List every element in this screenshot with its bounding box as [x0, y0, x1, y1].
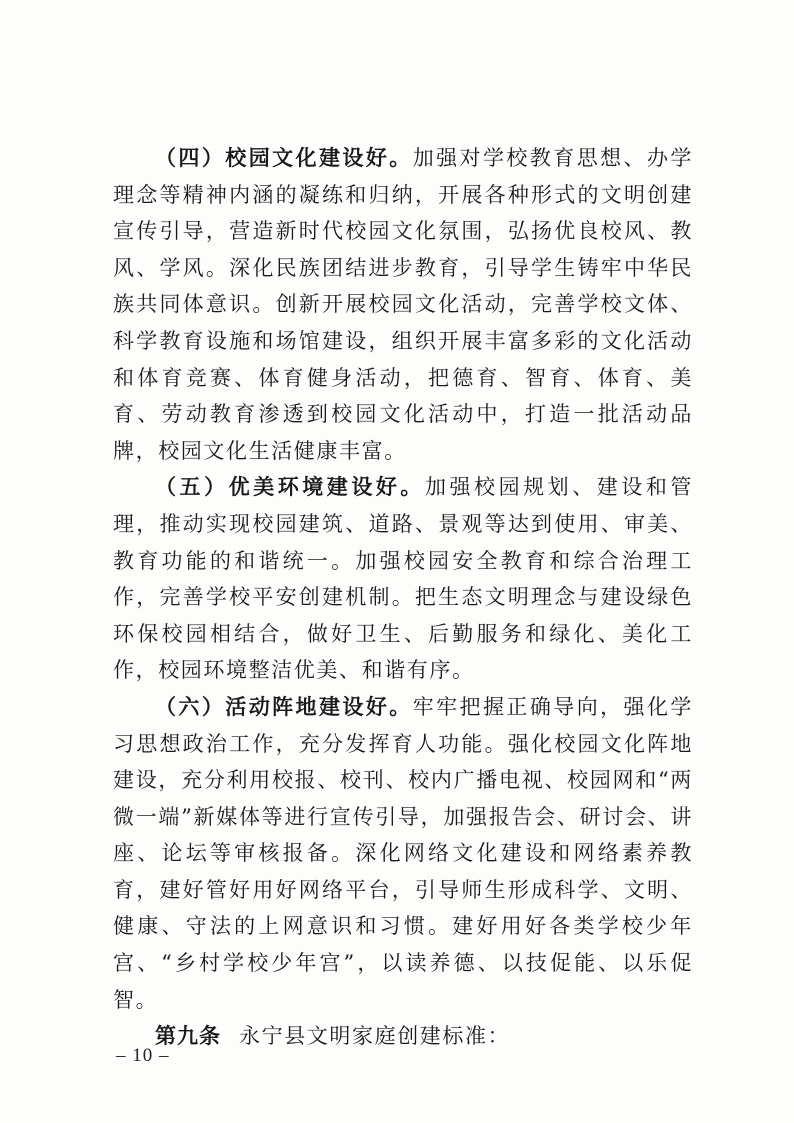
- paragraph-heading: （六）活动阵地建设好。: [155, 693, 413, 719]
- page-number: – 10 –: [116, 1045, 170, 1066]
- article-title: 永宁县文明家庭创建标准：: [239, 1024, 511, 1049]
- article-number: 第九条: [155, 1024, 221, 1049]
- document-body: [113, 140, 693, 1055]
- article-line: [113, 1018, 693, 1055]
- paragraph-heading: （四）校园文化建设好。: [155, 145, 413, 170]
- paragraph-text: 加强对学校教育思想、办学理念等精神内涵的凝练和归纳，开展各种形式的文明创建宣传引导，营造新时代校园文化氛围，弘扬优良校风、教风、学风。深化民族团结进步教育，引导学生铸牢中华民族共同体意识。创新开展校园文化活动，完善学校文体、科学教育设施和场馆建设，组织开展丰富多彩的文化活动和体育竞赛、体育健身活动，把德育、智育、体育、美育、劳动教育渗透到校园文化活动中，打造一批活动品牌，校园文化生活健康丰富。: [113, 146, 693, 463]
- paragraph-heading: （五）优美环境建设好。: [155, 474, 425, 500]
- paragraph-environment: [113, 469, 693, 689]
- paragraph-campus-culture: [113, 140, 693, 469]
- paragraph-text: 加强校园规划、建设和管理，推动实现校园建筑、道路、景观等达到使用、审美、教育功能的和谐统一。加强校园安全教育和综合治理工作，完善学校平安创建机制。把生态文明理念与建设绿色环保校园相结合，做好卫生、后勤服务和绿化、美化工作，校园环境整洁优美、和谐有序。: [113, 475, 693, 683]
- paragraph-text: 牢牢把握正确导向，强化学习思想政治工作，充分发挥育人功能。强化校园文化阵地建设，充分利用校报、校刊、校内广播电视、校园网和“两微一端”新媒体等进行宣传引导，加强报告会、研讨会、讲座、论坛等审核报备。深化网络文化建设和网络素养教育，建好管好用好网络平台，引导师生形成科学、文明、健康、守法的上网意识和习惯。建好用好各类学校少年宫、“乡村学校少年宫”，以读养德、以技促能、以乐促智。: [113, 694, 693, 1012]
- paragraph-activity-venues: [113, 689, 693, 1018]
